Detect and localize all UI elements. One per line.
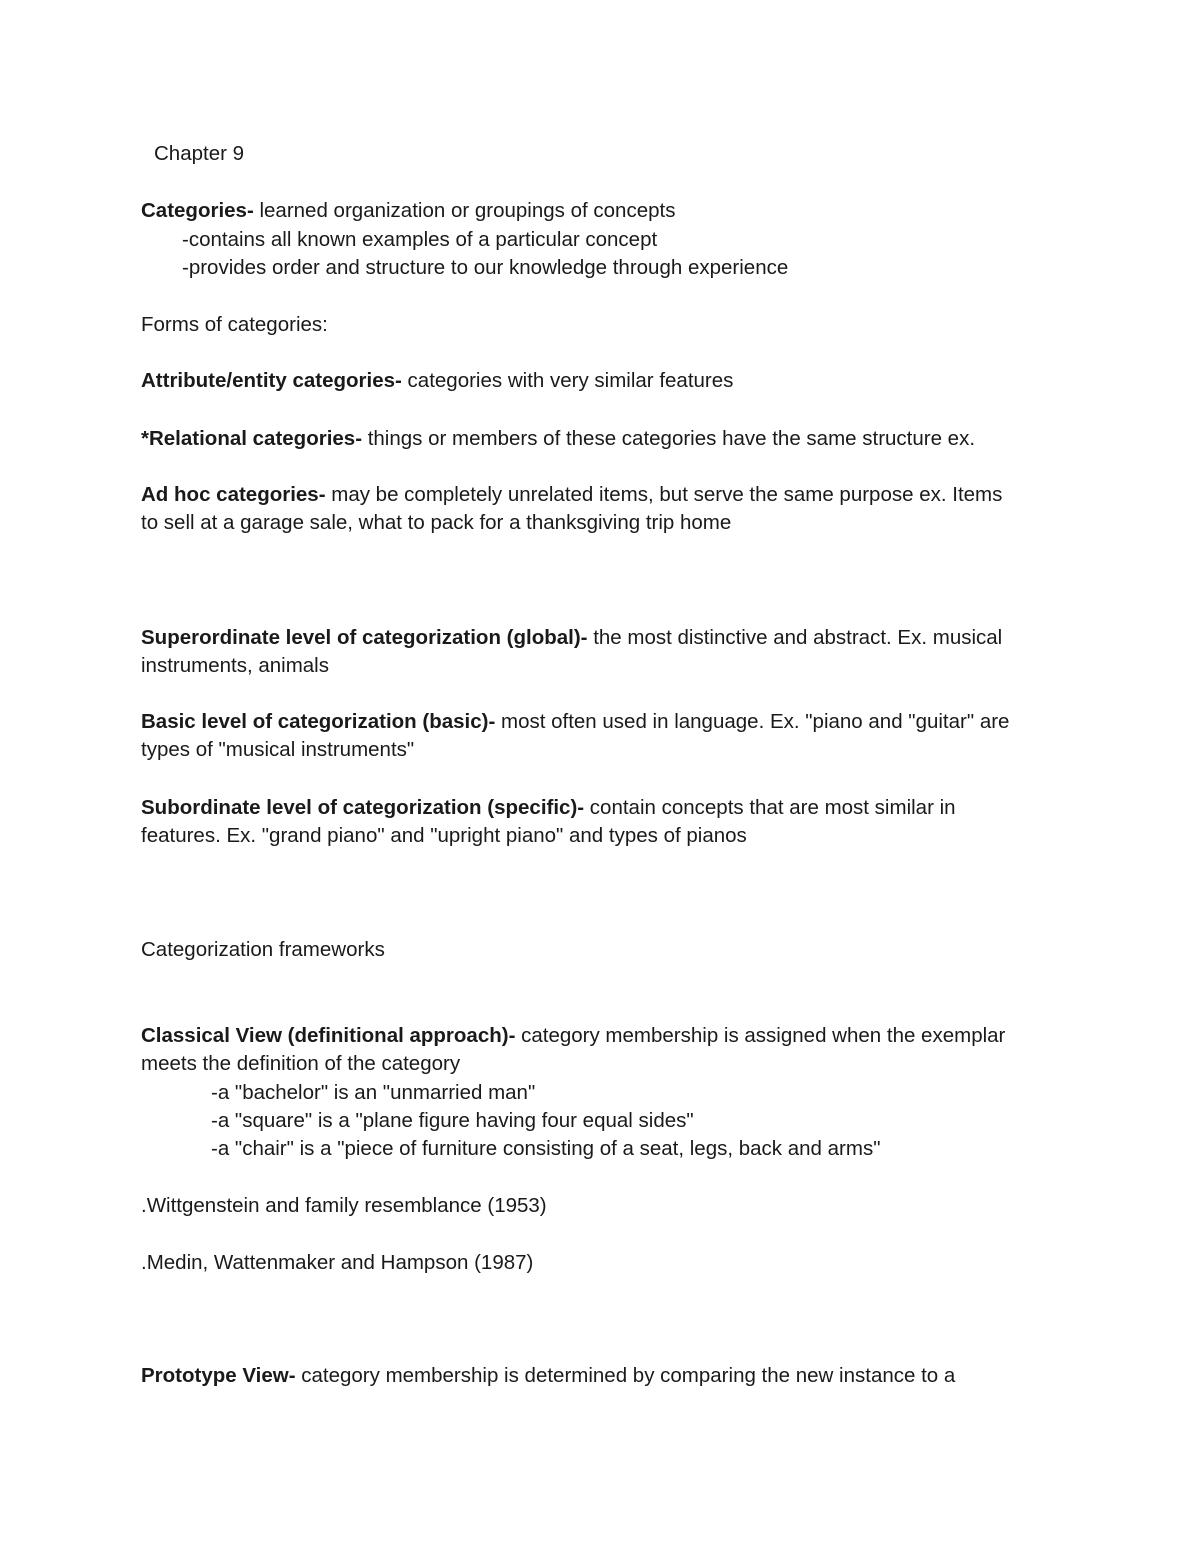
classical-text-1: category membership is assigned when the exemplar [515, 1024, 1006, 1047]
classical-term: Classical View (definitional approach)- [141, 1024, 516, 1047]
classical-example-1: -a "bachelor" is an "unmarried man" [211, 1081, 536, 1104]
prototype-term: Prototype View- [141, 1364, 296, 1387]
attribute-term: Attribute/entity categories- [141, 369, 402, 392]
chapter-title: Chapter 9 [154, 142, 245, 165]
classical-example-3: -a "chair" is a "piece of furniture consisting of a seat, legs, back and arms" [211, 1137, 881, 1160]
basic-text-1: most often used in language. Ex. "piano and "guitar" are [495, 710, 1010, 733]
relational-text: things or members of these categories have the same structure ex. [362, 427, 976, 450]
basic-definition-line-2: types of "musical instruments" [141, 738, 415, 761]
reference-medin: .Medin, Wattenmaker and Hampson (1987) [141, 1251, 534, 1274]
prototype-text: category membership is determined by comparing the new instance to a [295, 1364, 956, 1387]
classical-definition-line-1 [141, 1022, 1005, 1050]
superordinate-definition-line-1 [141, 624, 1002, 652]
subordinate-text-1: contain concepts that are most similar in [584, 796, 956, 819]
adhoc-definition-line-2: to sell at a garage sale, what to pack for a thanksgiving trip home [141, 511, 732, 534]
superordinate-definition-line-2: instruments, animals [141, 654, 329, 677]
adhoc-term: Ad hoc categories- [141, 483, 326, 506]
adhoc-definition-line-1 [141, 481, 1002, 509]
basic-definition-line-1 [141, 708, 1009, 736]
categories-bullet-2: -provides order and structure to our knowledge through experience [182, 256, 789, 279]
superordinate-text-1: the most distinctive and abstract. Ex. musical [587, 626, 1003, 649]
basic-term: Basic level of categorization (basic)- [141, 710, 496, 733]
forms-heading: Forms of categories: [141, 313, 328, 336]
relational-term: *Relational categories- [141, 427, 363, 450]
reference-wittgenstein: .Wittgenstein and family resemblance (1953) [141, 1194, 547, 1217]
classical-definition-line-2: meets the definition of the category [141, 1052, 461, 1075]
prototype-definition [141, 1362, 955, 1390]
adhoc-text-1: may be completely unrelated items, but serve the same purpose ex. Items [325, 483, 1003, 506]
categories-definition [141, 197, 675, 225]
classical-example-2: -a "square" is a "plane figure having four equal sides" [211, 1109, 694, 1132]
categories-term: Categories- [141, 199, 254, 222]
attribute-definition [141, 367, 733, 395]
superordinate-term: Superordinate level of categorization (global)- [141, 626, 588, 649]
subordinate-term: Subordinate level of categorization (specific)- [141, 796, 585, 819]
frameworks-heading: Categorization frameworks [141, 938, 385, 961]
subordinate-definition-line-2: features. Ex. "grand piano" and "upright piano" and types of pianos [141, 824, 747, 847]
subordinate-definition-line-1 [141, 794, 956, 822]
categories-bullet-1: -contains all known examples of a particular concept [182, 228, 658, 251]
categories-text: learned organization or groupings of concepts [253, 199, 676, 222]
relational-definition [141, 425, 975, 453]
attribute-text: categories with very similar features [401, 369, 734, 392]
